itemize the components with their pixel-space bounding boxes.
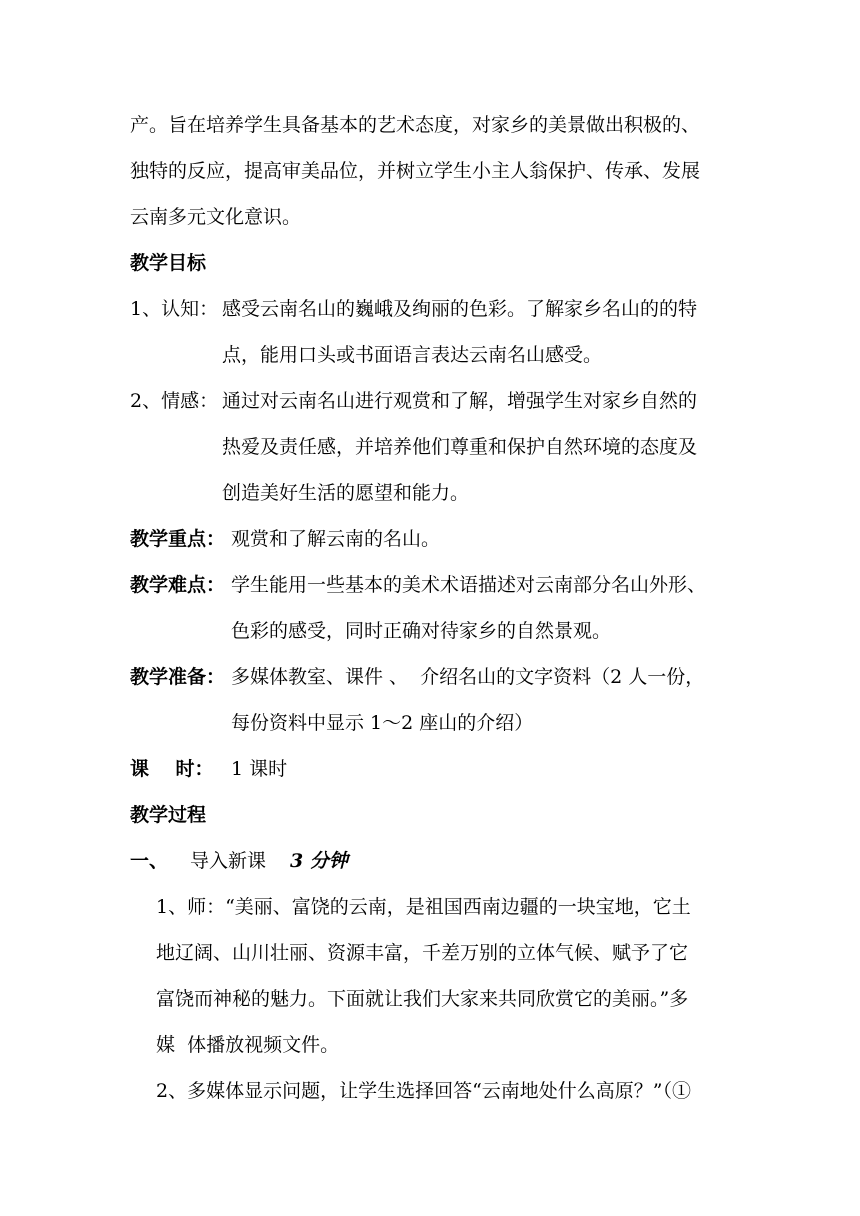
objective-1-line-1: 感受云南名山的巍峨及绚丽的色彩。了解家乡名山的的特 xyxy=(222,298,698,320)
preparation-label: 教学准备： xyxy=(130,666,226,688)
section-1-number: 一、 xyxy=(130,850,169,872)
intro-line-1: 产。旨在培养学生具备基本的艺术态度，对家乡的美景做出积极的、 xyxy=(130,114,701,136)
intro-line-2: 独特的反应，提高审美品位，并树立学生小主人翁保护、传承、发展 xyxy=(130,160,701,182)
key-points-text: 观赏和了解云南的名山。 xyxy=(231,528,441,550)
objective-1-label: 1、认知： xyxy=(130,298,219,320)
paragraph-1-line-4: 媒 体播放视频文件。 xyxy=(156,1034,340,1056)
objective-2-line-3: 创造美好生活的愿望和能力。 xyxy=(222,482,470,504)
paragraph-1-line-1: 1、师：“美丽、富饶的云南，是祖国西南边疆的一块宝地，它土 xyxy=(156,896,691,918)
objective-2-line-1: 通过对云南名山进行观赏和了解，增强学生对家乡自然的 xyxy=(222,390,698,412)
difficulties-line-1: 学生能用一些基本的美术术语描述对云南部分名山外形、 xyxy=(231,574,707,596)
difficulties-label: 教学难点： xyxy=(130,574,226,596)
duration-text: 1 课时 xyxy=(231,758,288,780)
objective-2-line-2: 热爱及责任感，并培养他们尊重和保护自然环境的态度及 xyxy=(222,436,698,458)
process-heading: 教学过程 xyxy=(130,804,207,826)
section-1-time: 3 分钟 xyxy=(290,850,348,872)
paragraph-1-line-2: 地辽阔、山川壮丽、资源丰富，千差万别的立体气候、赋予了它 xyxy=(156,942,689,964)
paragraph-2-line-1: 2、多媒体显示问题，让学生选择回答“云南地处什么高原？”（① xyxy=(156,1080,692,1102)
objectives-heading: 教学目标 xyxy=(130,252,207,274)
paragraph-1-line-3: 富饶而神秘的魅力。下面就让我们大家来共同欣赏它的美丽。”多 xyxy=(156,988,689,1010)
intro-line-3: 云南多元文化意识。 xyxy=(130,206,302,228)
objective-2-label: 2、情感： xyxy=(130,390,219,412)
section-1-title: 导入新课 xyxy=(190,850,267,872)
preparation-line-2: 每份资料中显示 1～2 座山的介绍） xyxy=(231,712,534,734)
preparation-line-1: 多媒体教室、课件 、 介绍名山的文字资料（2 人一份， xyxy=(231,666,705,688)
duration-label: 课 时： xyxy=(130,758,214,780)
difficulties-line-2: 色彩的感受，同时正确对待家乡的自然景观。 xyxy=(231,620,612,642)
key-points-label: 教学重点： xyxy=(130,528,226,550)
objective-1-line-2: 点，能用口头或书面语言表达云南名山感受。 xyxy=(222,344,603,366)
